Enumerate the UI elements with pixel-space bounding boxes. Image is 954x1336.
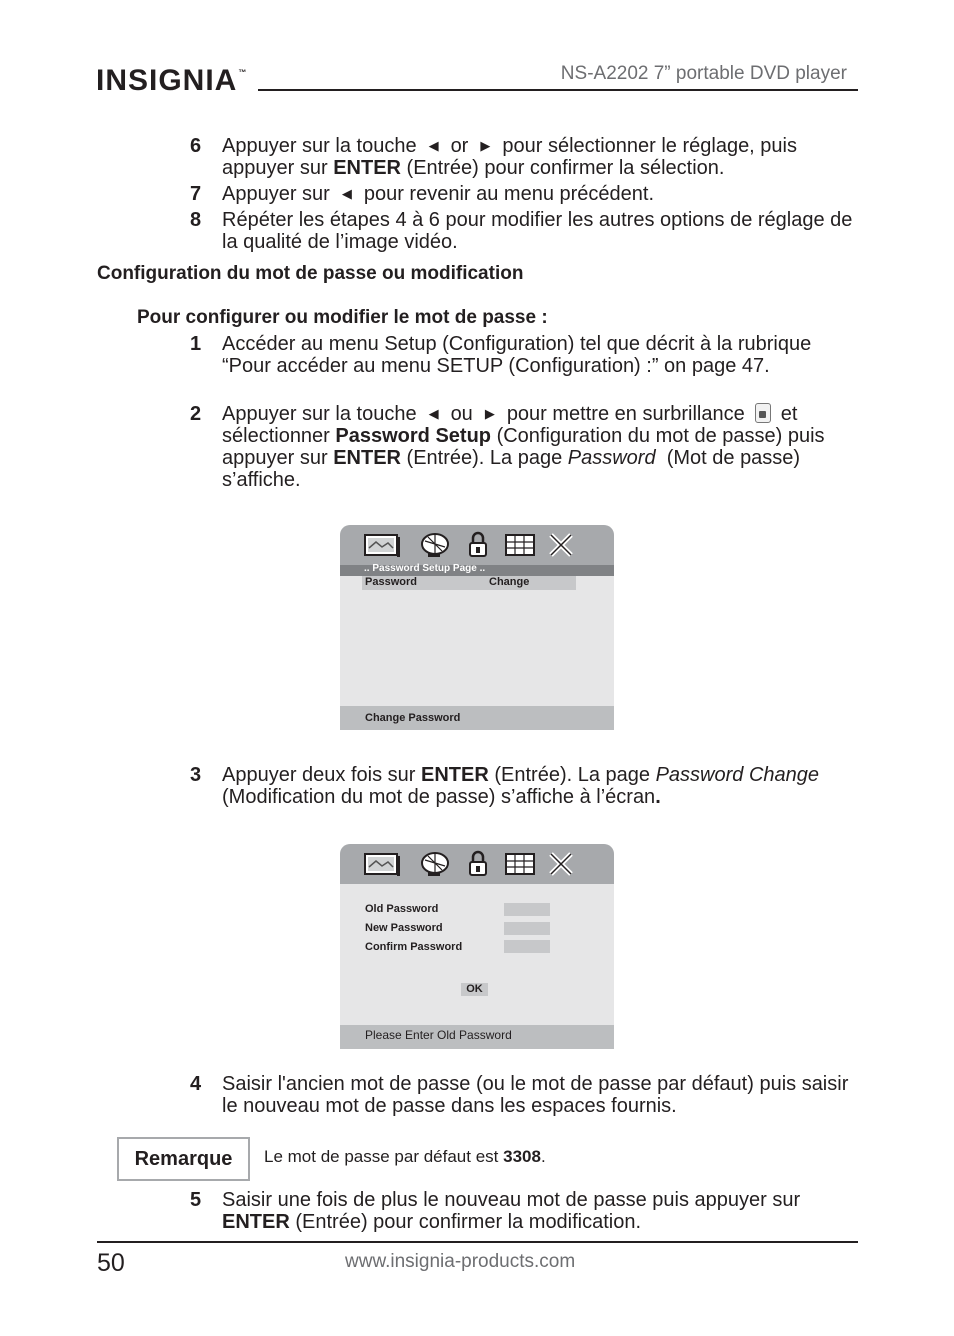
section-subheading: Pour configurer ou modifier le mot de passe :: [137, 307, 548, 328]
right-triangle-icon: ▶: [480, 138, 491, 153]
header-title: NS-A2202 7” portable DVD player: [560, 63, 847, 84]
audio-disc-icon: [420, 531, 452, 559]
new-password-label: New Password: [365, 922, 443, 934]
step-8: 8 Répéter les étapes 4 à 6 pour modifier les autres options de réglage de la qualité de l’image vidéo.: [190, 209, 853, 253]
password-change-screen: [340, 844, 614, 1049]
insignia-logo: INSIGNIA™: [96, 64, 248, 97]
password-row-label: Password: [365, 576, 417, 588]
left-triangle-icon: ◀: [428, 138, 439, 153]
exit-x-icon: [547, 531, 575, 559]
password-setup-screen: [340, 525, 614, 730]
new-password-field[interactable]: [504, 922, 550, 935]
right-triangle-icon: ▶: [484, 406, 495, 421]
password-row-value: Change: [489, 576, 530, 588]
left-triangle-icon: ◀: [341, 186, 352, 201]
exit-x-icon: [547, 850, 575, 878]
left-triangle-icon: ◀: [428, 406, 439, 421]
step-6: 6 Appuyer sur la touche ◀ or ▶ pour sélectionner le réglage, puis appuyer sur ENTER (Entrée) pour confirmer la sélection.: [190, 135, 797, 179]
step-4: 4 Saisir l'ancien mot de passe (ou le mot de passe par défaut) puis saisir le nouveau mot de passe dans les espaces fournis.: [190, 1073, 849, 1117]
old-password-label: Old Password: [365, 903, 439, 915]
step-1: 1 Accéder au menu Setup (Configuration) tel que décrit à la rubrique “Pour accéder au menu SETUP (Configuration) :” on page 47.: [190, 333, 812, 377]
note-label: Remarque: [117, 1137, 250, 1181]
picture-icon: [362, 850, 402, 878]
footer-url[interactable]: www.insignia-products.com: [345, 1251, 576, 1272]
confirm-password-label: Confirm Password: [365, 941, 463, 953]
section-heading: Configuration du mot de passe ou modification: [97, 263, 524, 284]
lock-icon: [467, 850, 489, 878]
lock-icon: [467, 531, 489, 559]
old-password-field[interactable]: [504, 903, 550, 916]
menu-tab-label: .. Password Setup Page ..: [364, 563, 486, 574]
audio-disc-icon: [420, 850, 452, 878]
osd-footer-text: Change Password: [365, 712, 461, 724]
step-7: 7 Appuyer sur ◀ pour revenir au menu précédent.: [190, 183, 655, 205]
page-number: 50: [97, 1249, 125, 1277]
header-rule: [258, 89, 858, 91]
osd-footer-text: Please Enter Old Password: [365, 1028, 512, 1042]
step-3: 3 Appuyer deux fois sur ENTER (Entrée). La page Password Change (Modification du mot de passe) s’affiche à l’écran.: [190, 764, 820, 808]
ok-button[interactable]: OK: [461, 983, 488, 996]
preferences-grid-icon: [503, 850, 537, 878]
note-text: Le mot de passe par défaut est 3308.: [264, 1147, 546, 1166]
lock-icon: [755, 403, 771, 423]
preferences-grid-icon: [503, 531, 537, 559]
footer-rule: [97, 1241, 858, 1243]
step-2: 2 Appuyer sur la touche ◀ ou ▶ pour mettre en surbrillance et sélectionner Password Setup (Configuration du mot de passe) puis appuyer sur ENTER (Entrée). La page Password (Mot de passe) s’affiche.: [190, 403, 825, 491]
step-5: 5 Saisir une fois de plus le nouveau mot de passe puis appuyer sur ENTER (Entrée) pour confirmer la modification.: [190, 1189, 801, 1233]
confirm-password-field[interactable]: [504, 940, 550, 953]
picture-icon: [362, 531, 402, 559]
